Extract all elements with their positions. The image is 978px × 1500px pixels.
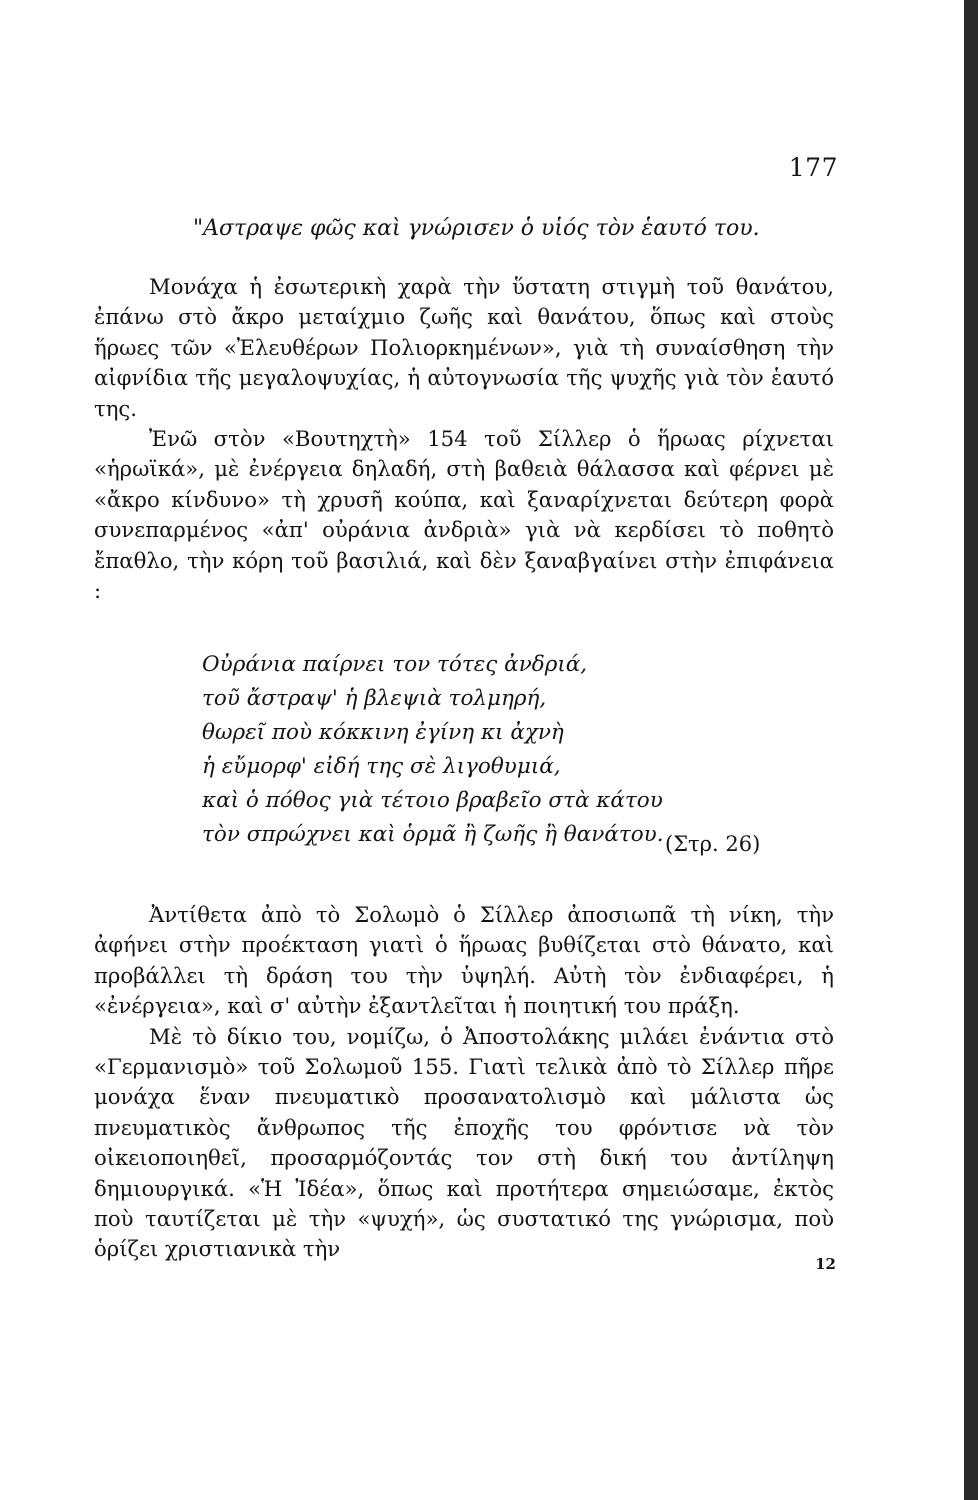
verse-line: καὶ ὁ πόθος γιὰ τέτοιο βραβεῖο στὰ κάτου [202, 788, 663, 813]
epigraph-block [94, 214, 834, 244]
body-text-top [94, 272, 834, 606]
paragraph: Μονάχα ἡ ἐσωτερικὴ χαρὰ τὴν ὕστατη στιγμὴ τοῦ θανάτου, ἐπάνω στὸ ἄκρο μεταίχμιο ζωῆς καὶ θανάτου, ὅπως καὶ στοὺς ἥρωες τῶν «Ἐλευθέρων Πολιορκημένων», γιὰ τὴ συναίσθηση τὴν αἰφνίδια τῆς μεγαλοψυχίας, ἡ αὐτογνωσία τῆς ψυχῆς γιὰ τὸν ἑαυτό της. [94, 274, 834, 421]
printer-signature-mark: 12 [815, 1255, 836, 1273]
paragraph: Μὲ τὸ δίκιο του, νομίζω, ὁ Ἀποστολάκης μιλάει ἐνάντια στὸ «Γερμανισμὸ» τοῦ Σολωμοῦ 155. Γιατὶ τελικὰ ἀπὸ τὸ Σίλλερ πῆρε μονάχα ἕναν πνευματικὸ προσανατολισμὸ καὶ μάλιστα ὡς πνευματικὸς ἄνθρωπος τῆς ἐποχῆς του φρόντισε νὰ τὸν οἰκειοποιηθεῖ, προσαρμόζοντάς τον στὴ δική του ἀντίληψη δημιουργικά. «Ἡ Ἰδέα», ὅπως καὶ προτήτερα σημειώσαμε, ἐκτὸς ποὺ ταυτίζεται μὲ τὴν «ψυχή», ὡς συστατικό της γνώρισμα, ποὺ ὁρίζει χριστιανικὰ τὴν [94, 1023, 834, 1262]
paragraph: Ἀντίθετα ἀπὸ τὸ Σολωμὸ ὁ Σίλλερ ἀποσιωπᾶ τὴ νίκη, τὴν ἀφήνει στὴν προέκταση γιατὶ ὁ ἥρωας βυθίζεται στὸ θάνατο, καὶ προβάλλει τὴ δράση του τὴν ὑψηλή. Αὐτὴ τὸν ἐνδιαφέρει, ἡ «ἐνέργεια», καὶ σ' αὐτὴν ἐξαντλεῖται ἡ ποιητική του πράξη. [94, 902, 834, 1019]
verse-line: τοῦ ἄστραψ' ἡ βλεψιὰ τολμηρή, [202, 686, 547, 711]
paragraph: Ἐνῶ στὸν «Βουτηχτὴ» 154 τοῦ Σίλλερ ὁ ἥρωας ρίχνεται «ἡρωϊκά», μὲ ἐνέργεια δηλαδή, στὴ βαθειὰ θάλασσα καὶ φέρνει μὲ «ἄκρο κίνδυνο» τὴ χρυσῆ κούπα, καὶ ξαναρίχνεται δεύτερη φορὰ συνεπαρμένος «ἀπ' οὐράνια ἀνδριὰ» γιὰ νὰ κερδίσει τὸ ποθητὸ ἔπαθλο, τὴν κόρη τοῦ βασιλιά, καὶ δὲν ξαναβγαίνει στὴν ἐπιφάνεια : [94, 426, 834, 604]
page-number: 177 [788, 153, 838, 182]
verse-line: τὸν σπρώχνει καὶ ὁρμᾶ ἢ ζωῆς ἢ θανάτου. [202, 822, 664, 847]
verse-reference: (Στρ. 26) [665, 832, 761, 856]
page-edge-shadow [964, 0, 978, 1500]
verse-line: θωρεῖ ποὺ κόκκινη ἐγίνη κι ἀχνὴ [202, 720, 564, 745]
verse-line: Οὐράνια παίρνει τον τότες ἀνδριά, [202, 652, 588, 677]
body-text-bottom [94, 900, 834, 1265]
verse-line: ἡ εὔμορφ' εἰδή της σὲ λιγοθυμιά, [202, 754, 561, 779]
epigraph-line: "Αστραψε φῶς καὶ γνώρισεν ὁ υἱός τὸν ἑαυτό του. [193, 216, 760, 241]
